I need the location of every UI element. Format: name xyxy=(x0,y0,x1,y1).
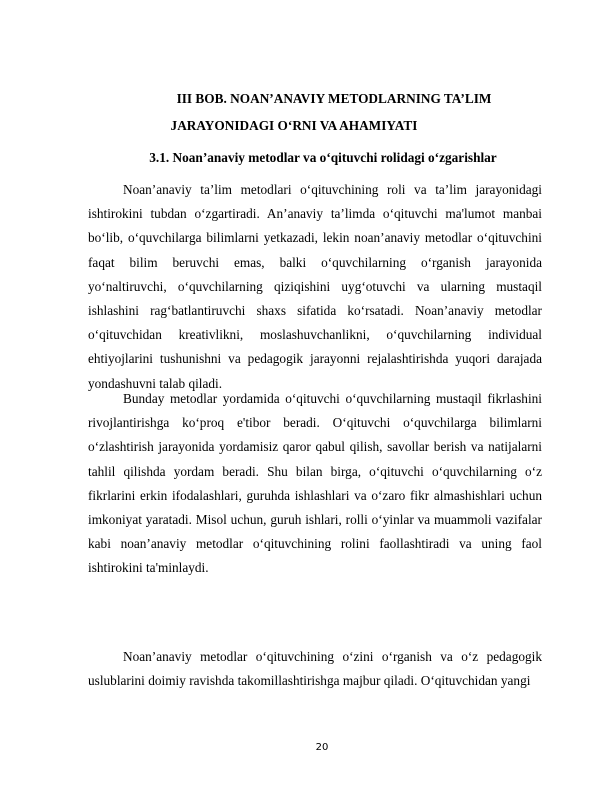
body-paragraph-2-container xyxy=(88,387,542,581)
body-paragraph-3-container xyxy=(88,645,542,693)
body-paragraph-1-container xyxy=(88,178,542,396)
chapter-heading-line-1: III BOB. NOAN’ANAVIY METODLARNING TA’LIM xyxy=(176,91,492,106)
body-paragraph-2: Bunday metodlar yordamida o‘qituvchi o‘quvchilarning mustaqil fikrlashini rivojlantirishga ko‘proq e'tibor beradi. O‘qituvchi o‘quvchilarga bilimlarni o‘zlashtirish jarayonida yordamisiz qaror qabul qilish, savollar berish va natijalarni tahlil qilishda yordam beradi. Shu bilan birga, o‘qituvchi o‘quvchilarning o‘z fikrlarini erkin ifodalashlari, guruhda ishlashlari va o‘zaro fikr almashishlari uchun imkoniyat yaratadi. Misol uchun, guruh ishlari, rolli o‘yinlar va muammoli vazifalar kabi noan’anaviy metodlar o‘qituvchining rolini faollashtiradi va uning faol ishtirokini ta'minlaydi. xyxy=(88,391,542,576)
body-paragraph-3: Noan’anaviy metodlar o‘qituvchining o‘zini o‘rganish va o‘z pedagogik uslublarini doimiy ravishda takomillashtirishga majbur qiladi. O‘qituvchidan yangi xyxy=(88,649,542,689)
body-paragraph-1: Noan’anaviy ta’lim metodlari o‘qituvchining roli va ta’lim jarayonidagi ishtirokini tubdan o‘zgartiradi. An’anaviy ta’limda o‘qituvchi ma'lumot manbai bo‘lib, o‘quvchilarga bilimlarni yetkazadi, lekin noan’anaviy metodlar o‘qituvchini faqat bilim beruvchi emas, balki o‘quvchilarning o‘rganish jarayonida yo‘naltiruvchi, o‘quvchilarning qiziqishini uyg‘otuvchi va ularning mustaqil ishlashini rag‘batlantiruvchi shaxs sifatida ko‘rsatadi. Noan’anaviy metodlar o‘qituvchidan kreativlikni, moslashuvchanlikni, o‘quvchilarning individual ehtiyojlarini tushunishni va pedagogik jarayonni rejalashtirishda yuqori darajada yondashuvni talab qiladi. xyxy=(88,182,542,391)
section-heading: 3.1. Noan’anaviy metodlar va o‘qituvchi rolidagi o‘zgarishlar xyxy=(149,150,497,165)
page-number: 20 xyxy=(315,742,329,753)
chapter-heading-line-2: JARAYONIDAGI O‘RNI VA AHAMIYATI xyxy=(170,118,418,133)
